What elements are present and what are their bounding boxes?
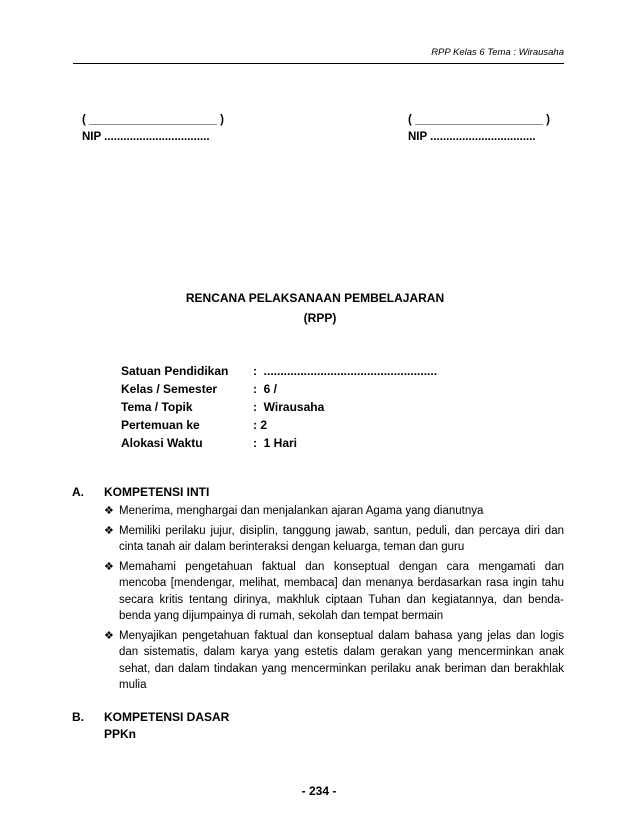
header-rule (73, 63, 564, 64)
section-a-letter: A. (72, 485, 84, 499)
identity-row (121, 364, 437, 382)
identity-value: : 6 / (253, 382, 278, 396)
identity-value: : 1 Hari (253, 436, 298, 450)
identity-row (121, 436, 437, 454)
diamond-bullet-icon: ❖ (104, 524, 114, 537)
section-b-title: KOMPETENSI DASAR (104, 710, 230, 724)
identity-table (121, 364, 437, 454)
list-item-text: Memahami pengetahuan faktual dan konseptual dengan cara mengamati dan mencoba [mendengar, melihat, membaca] dan menanya berdasarkan rasa ingin tahu secara kritis tentang dirinya, makhluk ciptaan Tuhan dan kegiatannya, dan benda-benda yang dijumpainya di rumah, sekolah dan tempat bermain (119, 560, 564, 622)
page-number: - 234 - (301, 784, 337, 798)
signature-name-line: ( ____________________ ) (82, 114, 224, 126)
signature-nip: NIP ................................. (408, 131, 536, 143)
list-item (104, 628, 564, 694)
identity-key: Tema / Topik (121, 400, 193, 414)
diamond-bullet-icon: ❖ (104, 505, 114, 517)
list-item (104, 559, 564, 625)
identity-row (121, 400, 437, 418)
document-subtitle: (RPP) (303, 311, 337, 325)
identity-key: Pertemuan ke (121, 418, 200, 432)
identity-value: : 2 (253, 418, 268, 432)
section-a-title: KOMPETENSI INTI (104, 485, 210, 499)
document-title: RENCANA PELAKSANAAN PEMBELAJARAN (185, 291, 445, 305)
signature-nip: NIP ................................. (82, 131, 210, 143)
identity-value: : .................................................... (253, 364, 438, 378)
identity-key: Kelas / Semester (121, 382, 218, 396)
identity-key: Alokasi Waktu (121, 436, 203, 450)
signature-block-right (408, 112, 550, 146)
diamond-bullet-icon: ❖ (104, 560, 114, 573)
diamond-bullet-icon: ❖ (104, 629, 114, 642)
identity-value: : Wirausaha (253, 400, 325, 414)
list-item-text: Menyajikan pengetahuan faktual dan konseptual dalam bahasa yang jelas dan logis dan sistematis, dalam karya yang estetis dalam gerakan yang mencerminkan anak sehat, dan dalam tindakan yang mencerminkan perilaku anak beriman dan berakhlak mulia (119, 629, 564, 691)
signature-name-line: ( ____________________ ) (408, 114, 550, 126)
section-b-letter: B. (72, 710, 84, 724)
identity-key: Satuan Pendidikan (121, 364, 229, 378)
list-item-text: Menerima, menghargai dan menjalankan ajaran Agama yang dianutnya (119, 505, 484, 517)
list-item-text: Memiliki perilaku jujur, disiplin, tanggung jawab, santun, peduli, dan percaya diri dan cinta tanah air dalam berinteraksi dengan keluarga, teman dan guru (119, 524, 564, 553)
running-header: RPP Kelas 6 Tema : Wirausaha (431, 47, 564, 58)
list-item (104, 503, 564, 520)
identity-row (121, 382, 437, 400)
list-item (104, 523, 564, 556)
signature-block-left (82, 112, 224, 146)
section-b-subtitle: PPKn (104, 727, 137, 741)
identity-row (121, 418, 437, 436)
competency-list (104, 503, 564, 697)
